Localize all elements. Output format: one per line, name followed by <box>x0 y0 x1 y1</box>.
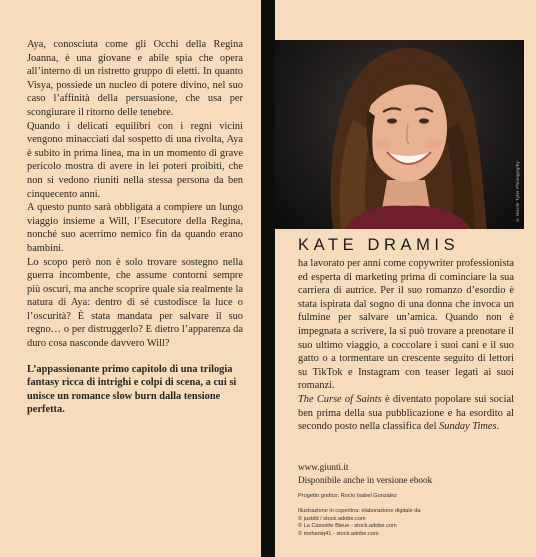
synopsis <box>27 38 243 417</box>
bestseller-list: Sunday Times <box>439 421 497 433</box>
design-credit: Progetto grafico: Rocío Isabel González <box>298 493 397 499</box>
synopsis-paragraph: Lo scopo però non è solo trovare sostegno nella guerra incombente, che assume contorni sempre più oscuri, ma anche scoprire quale sia realmente la natura di Aya: dentro di sé custodisce la luce o l’oscurità? È stata mandata per salvare il suo regno… o per distruggerlo? E dietro l’apparenza da duro cosa nasconde davvero Will? <box>27 256 243 350</box>
illustration-credit: © La Cassette Bleue - stock.adobe.com <box>298 523 397 530</box>
bio-paragraph <box>298 393 514 434</box>
publisher-footer <box>298 461 514 539</box>
ebook-note: Disponibile anche in versione ebook <box>298 474 433 485</box>
book-title: The Curse of Saints <box>298 393 382 405</box>
publisher-website: www.giunti.it <box>298 462 349 472</box>
author-photo <box>275 40 524 229</box>
synopsis-paragraph: A questo punto sarà obbligata a compiere un lungo viaggio insieme a Will, l’Esecutore della Regina, nonché suo acerrimo nemico fin da quando erano bambini. <box>27 202 243 254</box>
tagline: L’appassionante primo capitolo di una trilogia fantasy ricca di intrighi e colpi di scena, a cui si unisce un romance slow burn dalla tensione perfetta. <box>27 363 237 416</box>
illustration-credit: Illustrazione in copertina: elaborazione digitale da <box>298 507 421 514</box>
left-flap <box>0 0 261 557</box>
illustration-credit: © justdd / stock.adobe.com <box>298 515 366 522</box>
synopsis-paragraph: Aya, conosciuta come gli Occhi della Regina Joanna, è una giovane e abile spia che opera all’interno di un ristretto gruppo di eletti. In quanto Visya, possiede un nucleo di potere divino, nel suo caso l’affinità della persuasione, che usa per scongiurare il ritorno delle tenebre. <box>27 39 243 118</box>
author-bio <box>298 257 514 434</box>
illustration-credit: © mehaniq41 - stock.adobe.com <box>298 531 379 538</box>
author-portrait-image <box>275 40 524 229</box>
photo-credit: © Nicole Tyler Photography <box>515 161 520 223</box>
author-name: KATE DRAMIS <box>298 236 460 254</box>
bio-paragraph: ha lavorato per anni come copywriter professionista ed esperta di marketing prima di cominciare la sua carriera di autrice. Per il suo romanzo d’esordio è stata ispirata dal sogno di una donna che invoca un fulmine per salvare un’amica. Quando non è impegnata a scrivere, la si può trovare a prenotare il suo ultimo viaggio, a coccolare i suoi cani e il suo gatto o a tormentare un crescente seguito di lettori su TikTok e Instagram con teaser legati ai suoi romanzi. <box>298 258 514 392</box>
synopsis-paragraph: Quando i delicati equilibri con i regni vicini vengono minacciati dal sospetto di una rivolta, Aya è subito in prima linea, ma in un momento di grave pericolo mostra di avere in lei poteri proibiti, che non si vedono riuniti nella stessa persona da ben cinquecento anni. <box>27 120 243 200</box>
bio-text-end: . <box>496 421 500 433</box>
bio-text: è diventato popolare sui social ben prima della sua pubblicazione e ha esordito al secondo posto nella classifica del <box>298 393 514 433</box>
